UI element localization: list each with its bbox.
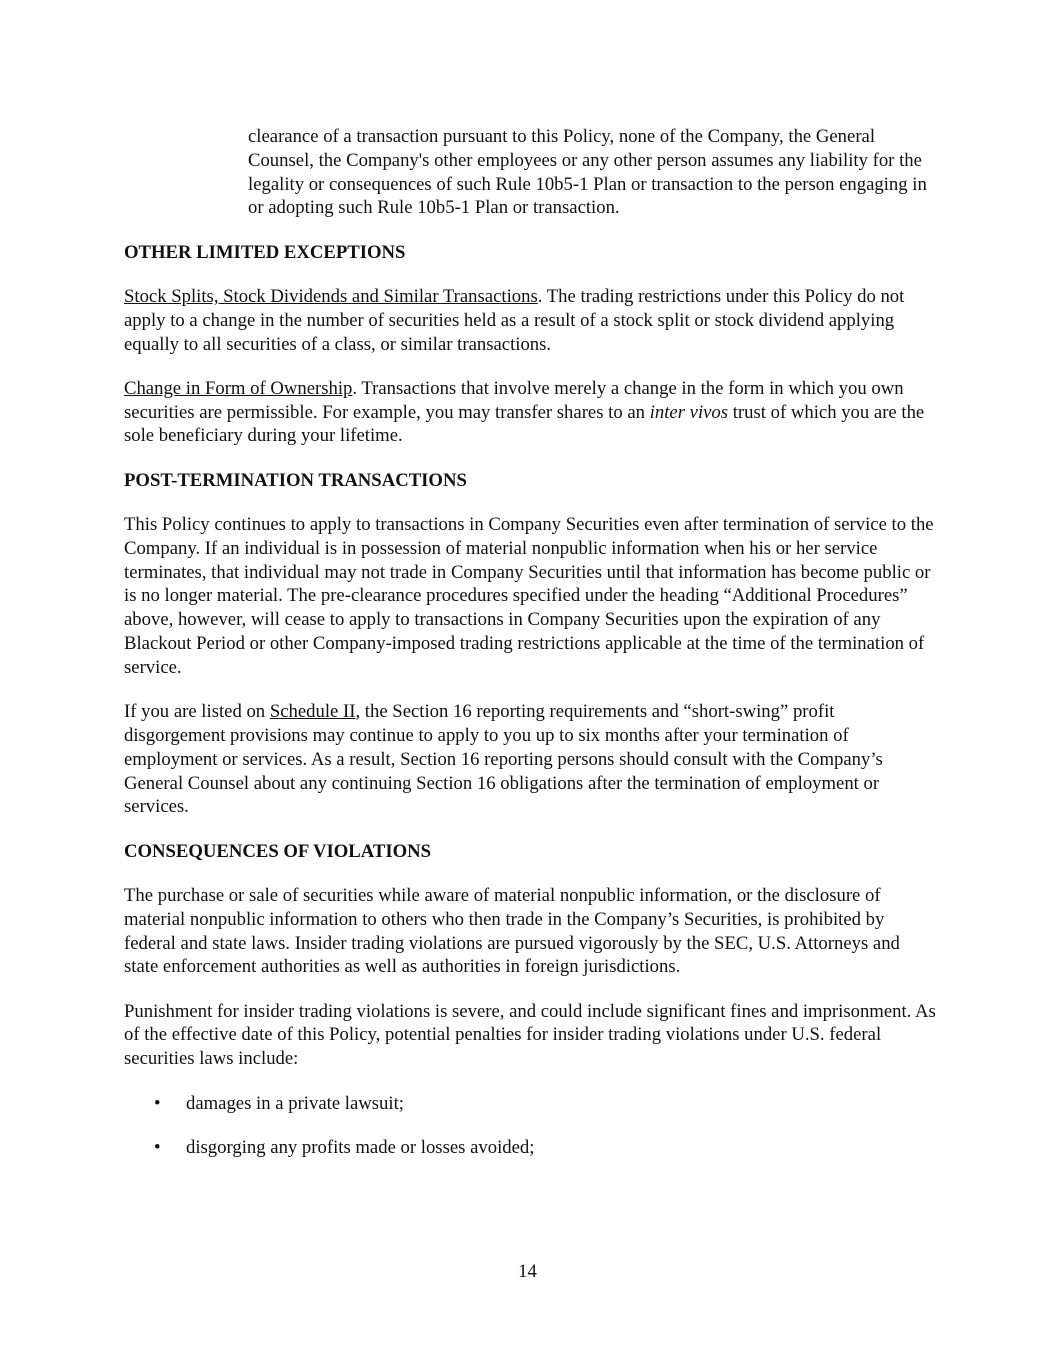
paragraph-change-in-form: [124, 377, 936, 448]
paragraph-text: . Transactions that involve merely a change in the form in which you own securities are permissible. For example, you may transfer shares to an: [124, 377, 904, 423]
list-item: [124, 1092, 936, 1116]
penalties-list: [124, 1092, 936, 1160]
subheading-change-in-form: Change in Form of Ownership: [124, 377, 353, 399]
document-page: [124, 125, 936, 1180]
paragraph-consequences-2: Punishment for insider trading violations is severe, and could include significant fines and imprisonment. As of the effective date of this Policy, potential penalties for insider trading violations under U.S. federal securities laws include:: [124, 1000, 936, 1070]
paragraph-text: If you are listed on: [124, 701, 270, 723]
paragraph-consequences-1: The purchase or sale of securities while aware of material nonpublic information, or the disclosure of material nonpublic information to others who then trade in the Company’s Securities, is prohibited by federal and state laws. Insider trading violations are pursued vigorously by the SEC, U.S. Attorneys and state enforcement authorities as well as authorities in foreign jurisdictions.: [124, 884, 900, 978]
paragraph-post-termination-1: This Policy continues to apply to transactions in Company Securities even after termination of service to the Company. If an individual is in possession of material nonpublic information when his or her service terminates, that individual may not trade in Company Securities until that information has become public or is no longer material. The pre-clearance procedures specified under the heading “Additional Procedures” above, however, will cease to apply to transactions in Company Securities upon the expiration of any Blackout Period or other Company-imposed trading restrictions applicable at the time of the termination of service.: [124, 514, 934, 678]
bullet-icon: •: [154, 1092, 161, 1114]
heading-other-limited-exceptions: OTHER LIMITED EXCEPTIONS: [124, 241, 406, 263]
schedule-ii-reference: Schedule II: [269, 701, 356, 723]
continued-paragraph: clearance of a transaction pursuant to this Policy, none of the Company, the General Counsel, the Company's other employees or any other person assumes any liability for the legality or consequences of such Rule 10b5-1 Plan or transaction to the person engaging in or adopting such Rule 10b5-1 Plan or transaction.: [248, 126, 927, 219]
subheading-stock-splits: Stock Splits, Stock Dividends and Similar Transactions: [124, 285, 538, 307]
list-item-text: disgorging any profits made or losses avoided;: [186, 1136, 535, 1158]
paragraph-text: . The trading restrictions under this Policy do not apply to a change in the number of securities held as a result of a stock split or stock dividend applying equally to all securities of a class, or similar transactions.: [124, 285, 905, 355]
italic-term: inter vivos: [649, 401, 729, 423]
heading-post-termination: POST-TERMINATION TRANSACTIONS: [124, 469, 467, 491]
list-item-text: damages in a private lawsuit;: [186, 1092, 404, 1114]
list-item: [124, 1136, 936, 1160]
paragraph-text: trust of which you are the sole beneficiary during your lifetime.: [124, 401, 925, 447]
paragraph-stock-splits: [124, 285, 936, 356]
page-number: 14: [518, 1261, 537, 1282]
heading-consequences: CONSEQUENCES OF VIOLATIONS: [124, 840, 432, 862]
paragraph-text: , the Section 16 reporting requirements and “short-swing” profit disgorgement provisions may continue to apply to you up to six months after your termination of employment or services. As a result, Section 16 reporting persons should consult with the Company’s General Counsel about any continuing Section 16 obligations after the termination of employment or services.: [124, 701, 883, 818]
paragraph-post-termination-2: [124, 700, 936, 819]
bullet-icon: •: [154, 1136, 161, 1158]
